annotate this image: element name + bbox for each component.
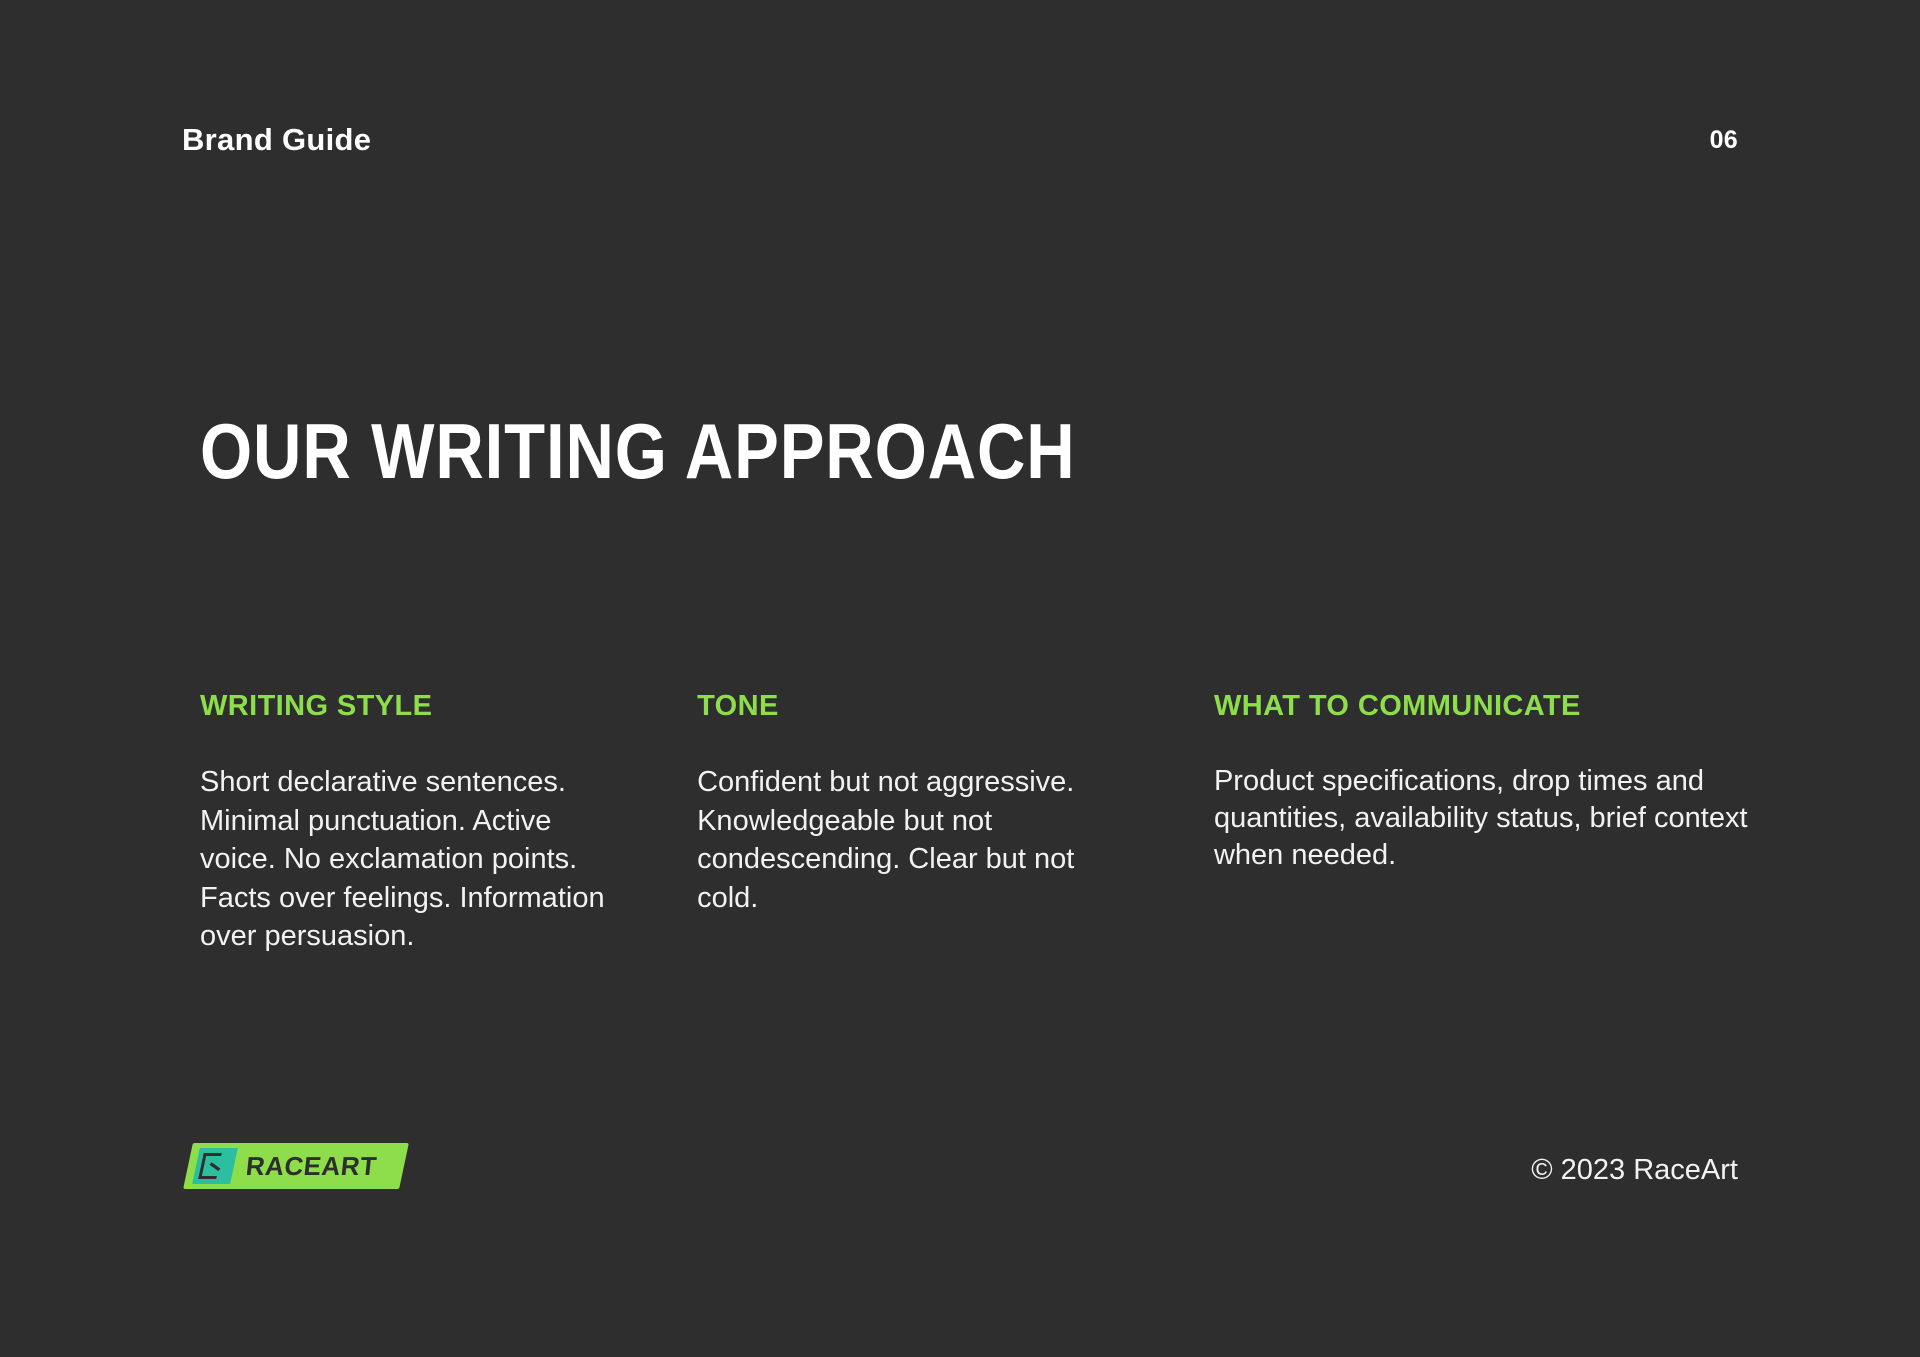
column-body: Product specifications, drop times and quantities, availability status, brief context when needed.	[1213, 765, 1748, 872]
logo-wordmark: RACEART	[244, 1151, 379, 1181]
copyright-text: © 2023 RaceArt	[1531, 1154, 1738, 1186]
column-what-to-communicate	[1214, 690, 1770, 874]
slide-header	[182, 122, 1738, 158]
column-body: Short declarative sentences. Minimal punctuation. Active voice. No exclamation points. Facts over feelings. Information over persuasion.	[200, 766, 605, 953]
column-heading: TONE	[697, 690, 779, 722]
column-writing-style	[200, 690, 697, 956]
column-heading: WRITING STYLE	[200, 690, 433, 722]
column-tone	[697, 690, 1214, 917]
raceart-logo	[188, 1143, 404, 1189]
content-columns	[200, 690, 1770, 956]
page-number: 06	[1709, 125, 1738, 154]
column-heading: WHAT TO COMMUNICATE	[1213, 690, 1581, 722]
page-title: OUR WRITING APPROACH	[200, 407, 1076, 496]
brand-guide-label: Brand Guide	[182, 122, 372, 157]
column-body: Confident but not aggressive. Knowledgeable but not condescending. Clear but not cold.	[697, 766, 1075, 914]
